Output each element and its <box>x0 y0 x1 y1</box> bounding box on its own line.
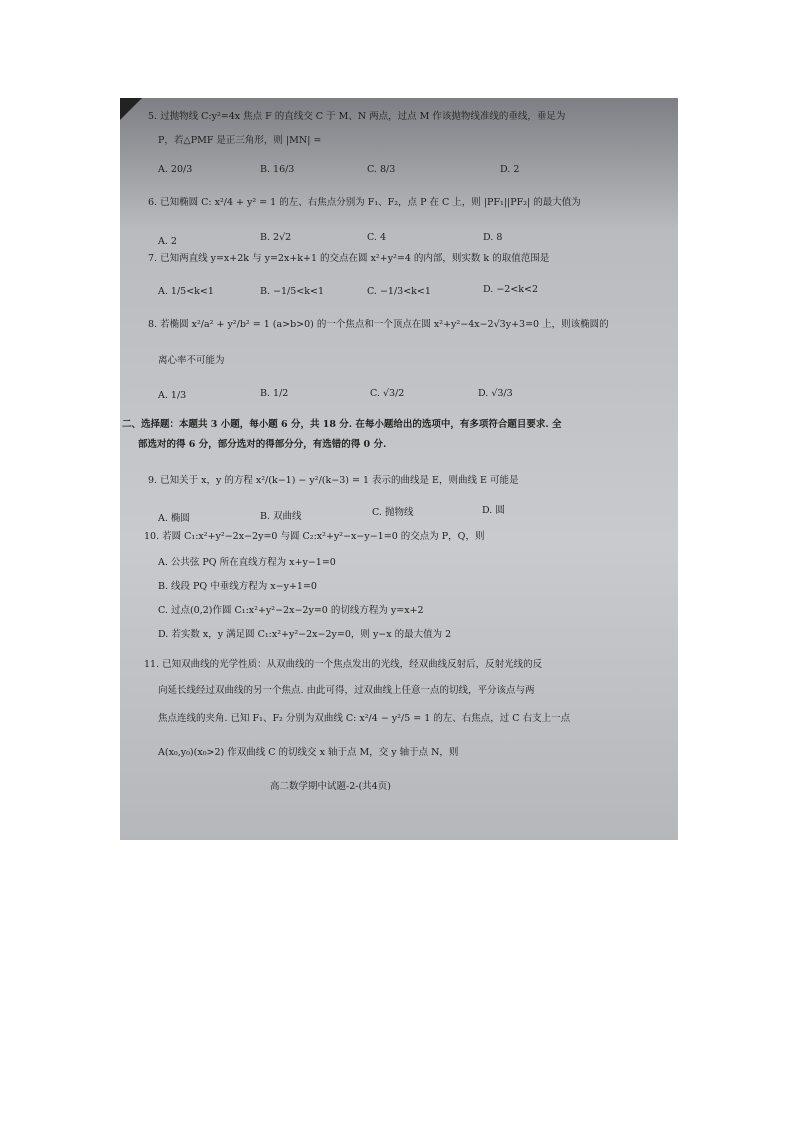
q5-option-b: B. 16/3 <box>260 164 295 175</box>
q11-line2: 向延长线经过双曲线的另一个焦点. 由此可得，过双曲线上任意一点的切线，平分该点与两 <box>158 685 535 696</box>
q10-line1: 10. 若圆 C₁:x²+y²−2x−2y=0 与圆 C₂:x²+y²−x−y−1=0 的交点为 P，Q，则 <box>144 531 485 542</box>
q7-option-d: D. −2<k<2 <box>483 284 539 295</box>
q6-line1: 6. 已知椭圆 C: x²/4 + y² = 1 的左、右焦点分别为 F₁、F₂，点 P 在 C 上，则 |PF₁||PF₂| 的最大值为 <box>148 197 581 208</box>
q7-option-b: B. −1/5<k<1 <box>260 286 324 297</box>
q8-option-d: D. √3/3 <box>478 388 513 399</box>
section2-heading: 二、选择题：本题共 3 小题，每小题 6 分，共 18 分. 在每小题给出的选项中，有多项符合题目要求. 全 <box>122 419 562 430</box>
q9-option-b: B. 双曲线 <box>260 511 302 522</box>
q9-line1: 9. 已知关于 x，y 的方程 x²/(k−1) − y²/(k−3) = 1 表示的曲线是 E，则曲线 E 可能是 <box>148 475 519 486</box>
q10-option-d: D. 若实数 x，y 满足圆 C₁:x²+y²−2x−2y=0，则 y−x 的最大值为 2 <box>158 629 452 640</box>
q5-line1: 5. 过抛物线 C:y²=4x 焦点 F 的直线交 C 于 M、N 两点，过点 M 作该抛物线准线的垂线，垂足为 <box>148 111 566 122</box>
q6-option-d: D. 8 <box>483 232 503 243</box>
section2-note: 部选对的得 6 分，部分选对的得部分分，有选错的得 0 分. <box>138 439 387 450</box>
q5-option-c: C. 8/3 <box>367 164 396 175</box>
q8-line1: 8. 若椭圆 x²/a² + y²/b² = 1 (a>b>0) 的一个焦点和一个顶点在圆 x²+y²−4x−2√3y+3=0 上，则该椭圆的 <box>148 319 609 330</box>
q10-option-c: C. 过点(0,2)作圆 C₁:x²+y²−2x−2y=0 的切线方程为 y=x+2 <box>158 605 424 616</box>
q7-option-a: A. 1/5<k<1 <box>158 286 214 297</box>
q8-line2: 离心率不可能为 <box>158 355 225 366</box>
q6-option-a: A. 2 <box>158 236 177 247</box>
q9-option-d: D. 圆 <box>482 505 505 516</box>
q5-line2: P，若△PMF 是正三角形，则 |MN| = <box>158 135 322 146</box>
q6-option-b: B. 2√2 <box>260 232 292 243</box>
q10-option-b: B. 线段 PQ 中垂线方程为 x−y+1=0 <box>158 581 317 592</box>
q8-option-a: A. 1/3 <box>158 390 187 401</box>
q8-option-c: C. √3/2 <box>370 388 405 399</box>
q5-option-d: D. 2 <box>500 164 520 175</box>
q9-option-c: C. 抛物线 <box>372 507 414 518</box>
q6-option-c: C. 4 <box>367 232 387 243</box>
q7-option-c: C. −1/3<k<1 <box>367 286 431 297</box>
q9-option-a: A. 椭圆 <box>158 513 190 524</box>
q11-line3: 焦点连线的夹角. 已知 F₁、F₂ 分别为双曲线 C: x²/4 − y²/5 = 1 的左、右焦点，过 C 右支上一点 <box>158 713 571 724</box>
q5-option-a: A. 20/3 <box>158 164 193 175</box>
dark-corner <box>120 98 142 120</box>
page-footer: 高二数学期中试题-2-(共4页) <box>270 781 391 792</box>
q8-option-b: B. 1/2 <box>260 388 289 399</box>
q11-line1: 11. 已知双曲线的光学性质：从双曲线的一个焦点发出的光线，经双曲线反射后，反射光线的反 <box>144 659 543 670</box>
q11-line4: A(x₀,y₀)(x₀>2) 作双曲线 C 的切线交 x 轴于点 M，交 y 轴于点 N，则 <box>158 747 459 758</box>
exam-page-photo <box>120 98 678 840</box>
q10-option-a: A. 公共弦 PQ 所在直线方程为 x+y−1=0 <box>158 557 336 568</box>
q7-line1: 7. 已知两直线 y=x+2k 与 y=2x+k+1 的交点在圆 x²+y²=4 的内部，则实数 k 的取值范围是 <box>148 253 550 264</box>
